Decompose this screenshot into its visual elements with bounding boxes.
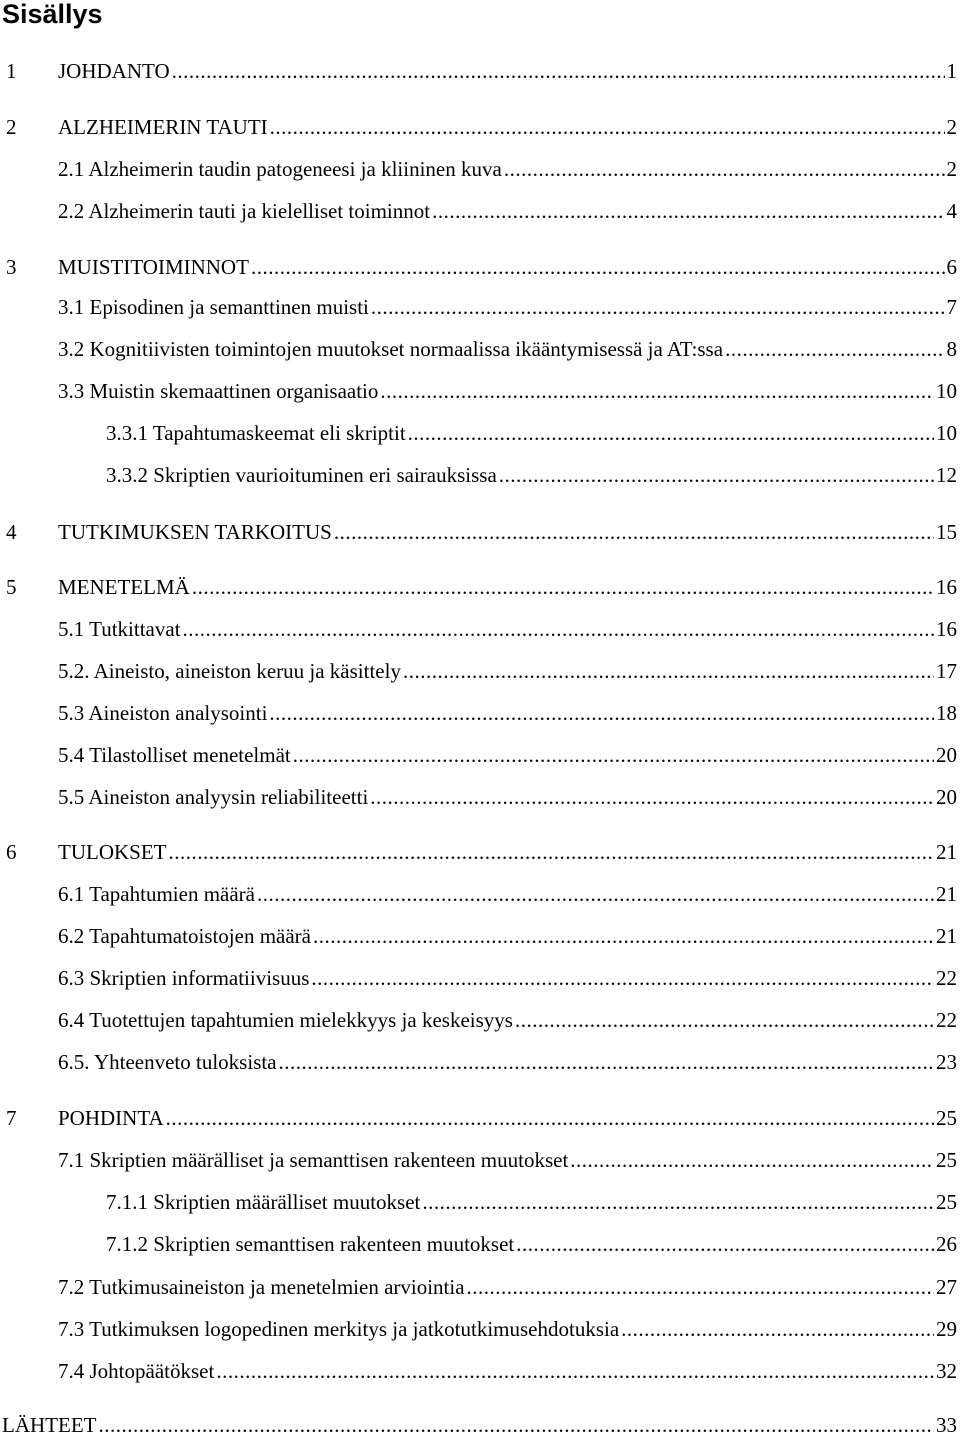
toc-leader-dots	[98, 1411, 934, 1439]
toc-leader-dots	[422, 1188, 934, 1216]
toc-entry-7-1-2[interactable]	[106, 1230, 957, 1258]
toc-leader-dots	[279, 1048, 934, 1076]
toc-entry-page: 23	[936, 1050, 957, 1074]
toc-entry-label: 3.1 Episodinen ja semanttinen muisti	[58, 295, 369, 319]
toc-entry-label: 2.1 Alzheimerin taudin patogeneesi ja kliininen kuva	[58, 157, 502, 181]
toc-leader-dots	[251, 253, 945, 281]
toc-entry-6-4[interactable]	[58, 1006, 957, 1034]
toc-leader-dots	[403, 657, 934, 685]
toc-entry-label: 7.1 Skriptien määrälliset ja semanttisen rakenteen muutokset	[58, 1148, 569, 1172]
toc-leader-dots	[311, 964, 934, 992]
toc-entry-label: 6.5. Yhteenveto tuloksista	[58, 1050, 277, 1074]
toc-entry-number: 1	[6, 59, 17, 83]
toc-entry-6-5[interactable]	[58, 1048, 957, 1076]
toc-entry-page: 7	[946, 295, 957, 319]
toc-leader-dots	[169, 838, 935, 866]
toc-entry-3-3-2[interactable]	[106, 461, 957, 489]
toc-entry-page: 21	[936, 840, 957, 864]
toc-entry-label: 6.3 Skriptien informatiivisuus	[58, 966, 310, 990]
toc-entry-page: 16	[936, 575, 957, 599]
toc-entry-label: TULOKSET	[58, 840, 167, 864]
toc-entry-tulokset[interactable]	[0, 838, 957, 866]
toc-entry-label: 7.1.1 Skriptien määrälliset muutokset	[106, 1190, 421, 1214]
toc-entry-7-1-1[interactable]	[106, 1188, 957, 1216]
toc-entry-page: 10	[936, 379, 957, 403]
toc-entry-page: 4	[946, 199, 957, 223]
toc-entry-page: 33	[936, 1413, 957, 1437]
toc-entry-label: 7.3 Tutkimuksen logopedinen merkitys ja jatkotutkimusehdotuksia	[58, 1317, 620, 1341]
toc-entry-johdanto[interactable]	[0, 57, 957, 85]
toc-leader-dots	[380, 377, 934, 405]
toc-entry-6-3[interactable]	[58, 964, 957, 992]
toc-leader-dots	[216, 1357, 934, 1385]
toc-entry-7-1[interactable]	[58, 1146, 957, 1174]
toc-leader-dots	[504, 155, 945, 183]
toc-leader-dots	[257, 880, 934, 908]
toc-leader-dots	[183, 615, 934, 643]
page-title: Sisällys	[2, 0, 103, 29]
toc-entry-page: 26	[936, 1232, 957, 1256]
toc-entry-5-5[interactable]	[58, 783, 957, 811]
toc-entry-number: 5	[6, 575, 17, 599]
toc-leader-dots	[432, 197, 944, 225]
toc-entry-label: MUISTITOIMINNOT	[58, 255, 249, 279]
toc-entry-3-3[interactable]	[58, 377, 957, 405]
toc-entry-page: 8	[946, 337, 957, 361]
toc-leader-dots	[499, 461, 934, 489]
toc-entry-page: 32	[936, 1359, 957, 1383]
toc-leader-dots	[270, 113, 945, 141]
toc-entry-2-1[interactable]	[58, 155, 957, 183]
toc-leader-dots	[371, 293, 945, 321]
toc-leader-dots	[172, 57, 945, 85]
toc-entry-page: 17	[936, 659, 957, 683]
toc-leader-dots	[725, 335, 944, 363]
toc-entry-label: 2.2 Alzheimerin tauti ja kielelliset toiminnot	[58, 199, 431, 223]
toc-leader-dots	[516, 1230, 934, 1258]
toc-leader-dots	[370, 783, 934, 811]
toc-entry-page: 29	[936, 1317, 957, 1341]
toc-leader-dots	[408, 419, 934, 447]
toc-entry-number: 4	[6, 520, 17, 544]
toc-entry-label: 3.3.1 Tapahtumaskeemat eli skriptit	[106, 421, 406, 445]
toc-leader-dots	[515, 1006, 934, 1034]
toc-entry-label: 6.4 Tuotettujen tapahtumien mielekkyys ja keskeisyys	[58, 1008, 513, 1032]
toc-entry-3-2[interactable]	[58, 335, 957, 363]
toc-entry-label: 5.5 Aineiston analyysin reliabiliteetti	[58, 785, 369, 809]
toc-leader-dots	[313, 922, 934, 950]
toc-entry-3-1[interactable]	[58, 293, 957, 321]
toc-entry-menetelma[interactable]	[0, 573, 957, 601]
toc-entry-7-3[interactable]	[58, 1315, 957, 1343]
toc-entry-5-4[interactable]	[58, 741, 957, 769]
toc-entry-page: 18	[936, 701, 957, 725]
toc-entry-label: 3.3.2 Skriptien vaurioituminen eri sairauksissa	[106, 463, 497, 487]
toc-entry-5-3[interactable]	[58, 699, 957, 727]
toc-leader-dots	[269, 699, 934, 727]
toc-entry-pohdinta[interactable]	[0, 1104, 957, 1132]
toc-entry-alzheimerin-tauti[interactable]	[0, 113, 957, 141]
toc-leader-dots	[467, 1273, 934, 1301]
toc-entry-label: 5.3 Aineiston analysointi	[58, 701, 268, 725]
toc-entry-label: 3.3 Muistin skemaattinen organisaatio	[58, 379, 379, 403]
toc-entry-page: 21	[936, 882, 957, 906]
toc-leader-dots	[621, 1315, 934, 1343]
toc-entry-5-1[interactable]	[58, 615, 957, 643]
toc-leader-dots	[334, 518, 934, 546]
toc-entry-page: 25	[936, 1190, 957, 1214]
toc-entry-label: 5.4 Tilastolliset menetelmät	[58, 743, 291, 767]
toc-entry-page: 25	[936, 1148, 957, 1172]
toc-entry-page: 12	[936, 463, 957, 487]
toc-entry-label: 6.1 Tapahtumien määrä	[58, 882, 255, 906]
toc-entry-label: JOHDANTO	[58, 59, 170, 83]
toc-entry-label: POHDINTA	[58, 1106, 164, 1130]
toc-entry-page: 2	[946, 157, 957, 181]
toc-entry-page: 21	[936, 924, 957, 948]
toc-entry-label: 3.2 Kognitiivisten toimintojen muutokset normaalissa ikääntymisessä ja AT:ssa	[58, 337, 724, 361]
toc-entry-label: 5.1 Tutkittavat	[58, 617, 181, 641]
toc-entry-5-2[interactable]	[58, 657, 957, 685]
toc-entry-lahteet[interactable]	[2, 1411, 957, 1439]
toc-entry-number: 2	[6, 115, 17, 139]
toc-leader-dots	[166, 1104, 934, 1132]
toc-entry-label: MENETELMÄ	[58, 575, 190, 599]
toc-entry-page: 20	[936, 743, 957, 767]
toc-entry-number: 3	[6, 255, 17, 279]
toc-entry-muistitoiminnot[interactable]	[0, 253, 957, 281]
toc-entry-page: 10	[936, 421, 957, 445]
toc-entry-tutkimuksen-tarkoitus[interactable]	[0, 518, 957, 546]
toc-entry-page: 22	[936, 1008, 957, 1032]
toc-entry-7-4[interactable]	[58, 1357, 957, 1385]
toc-leader-dots	[293, 741, 934, 769]
toc-entry-label: 7.1.2 Skriptien semanttisen rakenteen muutokset	[106, 1232, 515, 1256]
toc-entry-label: 7.2 Tutkimusaineiston ja menetelmien arviointia	[58, 1275, 465, 1299]
toc-entry-label: ALZHEIMERIN TAUTI	[58, 115, 268, 139]
toc-entry-page: 1	[946, 59, 957, 83]
toc-entry-page: 16	[936, 617, 957, 641]
toc-entry-number: 6	[6, 840, 17, 864]
toc-entry-page: 20	[936, 785, 957, 809]
toc-entry-6-2[interactable]	[58, 922, 957, 950]
toc-entry-7-2[interactable]	[58, 1273, 957, 1301]
toc-entry-page: 22	[936, 966, 957, 990]
toc-entry-2-2[interactable]	[58, 197, 957, 225]
toc-entry-number: 7	[6, 1106, 17, 1130]
toc-entry-6-1[interactable]	[58, 880, 957, 908]
toc-entry-label: 7.4 Johtopäätökset	[58, 1359, 215, 1383]
toc-entry-page: 6	[946, 255, 957, 279]
toc-leader-dots	[570, 1146, 934, 1174]
toc-entry-label: LÄHTEET	[2, 1413, 97, 1437]
toc-entry-page: 2	[946, 115, 957, 139]
toc-entry-3-3-1[interactable]	[106, 419, 957, 447]
toc-entry-page: 25	[936, 1106, 957, 1130]
toc-entry-label: TUTKIMUKSEN TARKOITUS	[58, 520, 332, 544]
toc-entry-page: 15	[936, 520, 957, 544]
toc-entry-label: 5.2. Aineisto, aineiston keruu ja käsittely	[58, 659, 401, 683]
toc-entry-page: 27	[936, 1275, 957, 1299]
toc-entry-label: 6.2 Tapahtumatoistojen määrä	[58, 924, 311, 948]
toc-leader-dots	[192, 573, 934, 601]
